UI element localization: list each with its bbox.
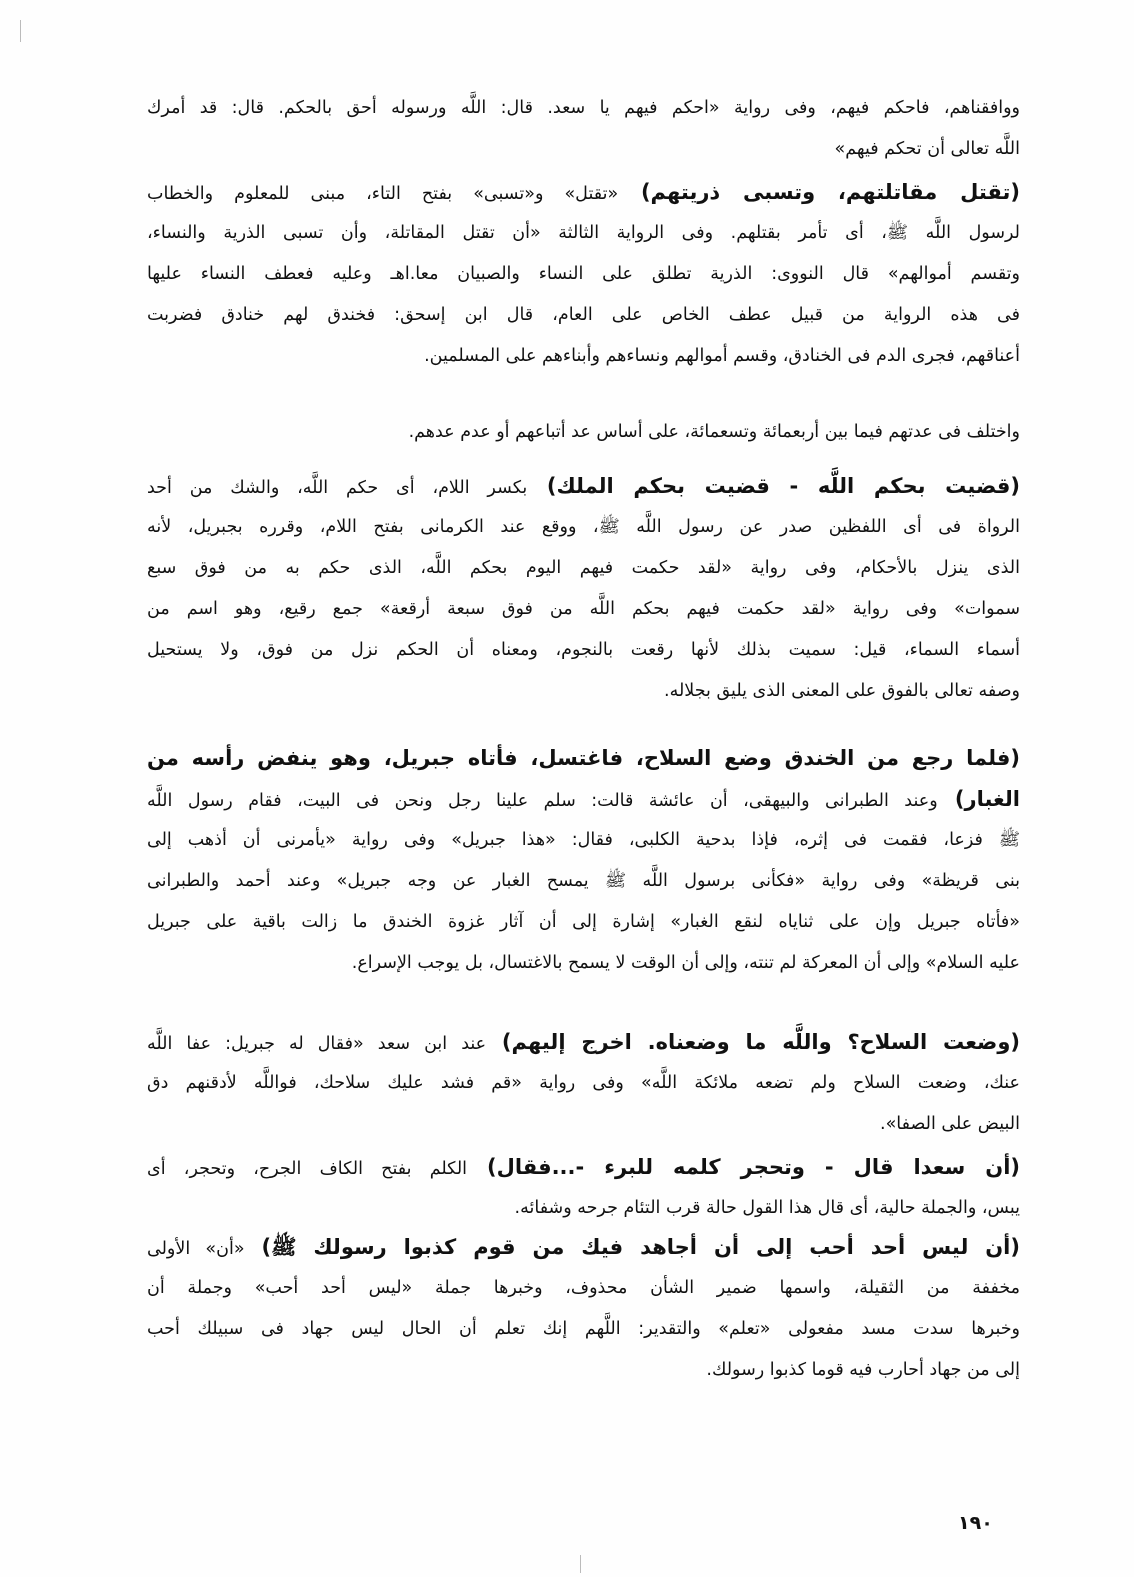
text-line: [147, 213, 1020, 254]
text-line: [147, 88, 1020, 129]
text-line: [147, 589, 1020, 630]
line-text: عنك، وضعت السلاح ولم تضعه ملائكة اللَّه» وفى رواية «قم فشد عليك سلاحك، فواللَّه لأدقنهم دق: [147, 1073, 1020, 1093]
text-line: [147, 1227, 1020, 1268]
paragraph-taqtul: [147, 172, 1020, 377]
text-line: [147, 1268, 1020, 1309]
line-text: وصفه تعالى بالفوق على المعنى الذى يليق بجلاله.: [664, 681, 1020, 701]
text-line: [147, 507, 1020, 548]
text-line: [147, 254, 1020, 295]
heading-phrase: (فلما رجع من الخندق وضع السلاح، فاغتسل، فأتاه جبريل، وهو ينفض رأسه من: [147, 746, 1020, 770]
line-text: ووافقناهم، فاحكم فيهم، وفى رواية «احكم فيهم يا سعد. قال: اللَّه ورسوله أحق بالحكم. قال: قد أمرك: [147, 98, 1020, 118]
line-text: إلى من جهاد أحارب فيه قوما كذبوا رسولك.: [706, 1360, 1020, 1380]
text-line: [147, 466, 1020, 507]
heading-phrase: (أن سعدا قال - وتحجر كلمه للبرء -...فقال): [467, 1155, 1020, 1179]
line-text: الذى ينزل بالأحكام، وفى رواية «لقد حكمت فيهم اليوم بحكم اللَّه، الذى حكم به من فوق سبع: [147, 558, 1020, 578]
text-line: [147, 1063, 1020, 1104]
line-text: أسماء السماء، قيل: سميت بذلك لأنها رقعت بالنجوم، ومعناه أن الحكم نزل من فوق، ولا يستحيل: [147, 640, 1020, 660]
text-line: [147, 1188, 1020, 1229]
line-text: مخففة من الثقيلة، واسمها ضمير الشأن محذوف، وخبرها جملة «ليس أحد أحب» وجملة أن: [147, 1278, 1020, 1298]
line-text: أعناقهم، فجرى الدم فى الخنادق، وقسم أموالهم ونساءهم وأبناءهم على المسلمين.: [424, 346, 1020, 366]
line-text: سموات» وفى رواية «لقد حكمت فيهم بحكم اللَّه من فوق سبعة أرقعة» جمع رقيع، وهو اسم من: [147, 599, 1020, 619]
text-line: [147, 1350, 1020, 1391]
line-text: يبس، والجملة حالية، أى قال هذا القول حالة قرب التئام جرحه وشفائه.: [514, 1198, 1020, 1218]
line-text: البيض على الصفا».: [880, 1114, 1020, 1134]
line-text: اللَّه تعالى أن تحكم فيهم»: [834, 139, 1020, 159]
text-line: [147, 943, 1020, 984]
paragraph-wadaat: [147, 1022, 1020, 1145]
text-line: [147, 295, 1020, 336]
page-number: ١٩٠: [958, 1512, 993, 1534]
paragraph-anna-saadan: [147, 1147, 1020, 1229]
line-text: الرواة فى أى اللفظين صدر عن رسول اللَّه ﷺ، ووقع عند الكرمانى بفتح اللام، وقرره بجبريل، لأنه: [147, 517, 1020, 537]
text-line: [147, 902, 1020, 943]
paragraph-an-laysa: [147, 1227, 1020, 1391]
heading-phrase: (وضعت السلاح؟ واللَّه ما وضعناه. اخرج إليهم): [486, 1030, 1020, 1054]
text-line: [147, 738, 1020, 779]
paragraph-qadayta: [147, 466, 1020, 712]
text-line: [147, 1022, 1020, 1063]
text-line: [147, 1309, 1020, 1350]
text-line: [147, 336, 1020, 377]
heading-phrase: (أن ليس أحد أحب إلى أن أجاهد فيك من قوم كذبوا رسولك ﷺ): [244, 1235, 1020, 1259]
text-line: [147, 820, 1020, 861]
text-line: [147, 172, 1020, 213]
paragraph-falamma: [147, 738, 1020, 984]
text-line: [147, 671, 1020, 712]
line-text: وتقسم أموالهم» قال النووى: الذرية تطلق على النساء والصبيان معا.اهـ وعليه فعطف النساء عليها: [147, 264, 1020, 284]
line-text: بنى قريظة» وفى رواية «فكأنى برسول اللَّه ﷺ يمسح الغبار عن وجه جبريل» وعند أحمد والطبرانى: [147, 871, 1020, 891]
heading-phrase: (قضيت بحكم اللَّه - قضيت بحكم الملك): [527, 474, 1020, 498]
line-text: وعند الطبرانى والبيهقى، أن عائشة قالت: سلم علينا رجل ونحن فى البيت، فقام رسول اللَّه: [147, 791, 938, 811]
paragraph-intro: [147, 88, 1020, 170]
text-line: [147, 1147, 1020, 1188]
line-text: ﷺ فزعا، فقمت فى إثره، فإذا بدحية الكلبى، فقال: «هذا جبريل» وفى رواية «يأمرنى أن أذهب إلى: [147, 830, 1020, 850]
line-text: «أن» الأولى: [147, 1239, 245, 1259]
heading-phrase: (تقتل مقاتلتهم، وتسبى ذريتهم): [618, 180, 1020, 204]
text-line: [147, 861, 1020, 902]
line-text: عليه السلام» وإلى أن المعركة لم تنته، وإلى أن الوقت لا يسمح بالاغتسال، بل يوجب الإسراع.: [351, 953, 1020, 973]
line-text: «تقتل» و«تسبى» بفتح التاء، مبنى للمعلوم والخطاب: [147, 184, 619, 204]
scan-mark: [580, 1555, 581, 1573]
text-line: [147, 779, 1020, 820]
line-text: لرسول اللَّه ﷺ، أى تأمر بقتلهم. وفى الرواية الثالثة «أن تقتل المقاتلة، وأن تسبى الذرية والنساء،: [147, 223, 1020, 243]
text-line: [147, 548, 1020, 589]
text-line: [147, 412, 1020, 453]
line-text: «فأتاه جبريل وإن على ثناياه لنقع الغبار» إشارة إلى أن آثار غزوة الخندق ما زالت باقية على جبريل: [147, 912, 1020, 932]
text-line: [147, 129, 1020, 170]
text-line: [147, 1104, 1020, 1145]
heading-phrase: الغبار): [937, 787, 1020, 811]
scan-mark: [20, 20, 21, 42]
text-line: [147, 630, 1020, 671]
line-text: بكسر اللام، أى حكم اللَّه، والشك من أحد: [147, 478, 528, 498]
paragraph-ikhtalaf: [147, 412, 1020, 453]
line-text: وخبرها سدت مسد مفعولى «تعلم» والتقدير: اللَّهم إنك تعلم أن الحال ليس جهاد فى سبيلك أحب: [147, 1319, 1020, 1339]
line-text: فى هذه الرواية من قبيل عطف الخاص على العام، قال ابن إسحق: فخندق لهم خنادق فضربت: [147, 305, 1020, 325]
line-text: واختلف فى عدتهم فيما بين أربعمائة وتسعمائة، على أساس عد أتباعهم أو عدم عدهم.: [408, 422, 1020, 442]
line-text: عند ابن سعد «فقال له جبريل: عفا اللَّه: [147, 1034, 487, 1054]
line-text: الكلم بفتح الكاف الجرح، وتحجر، أى: [147, 1159, 468, 1179]
